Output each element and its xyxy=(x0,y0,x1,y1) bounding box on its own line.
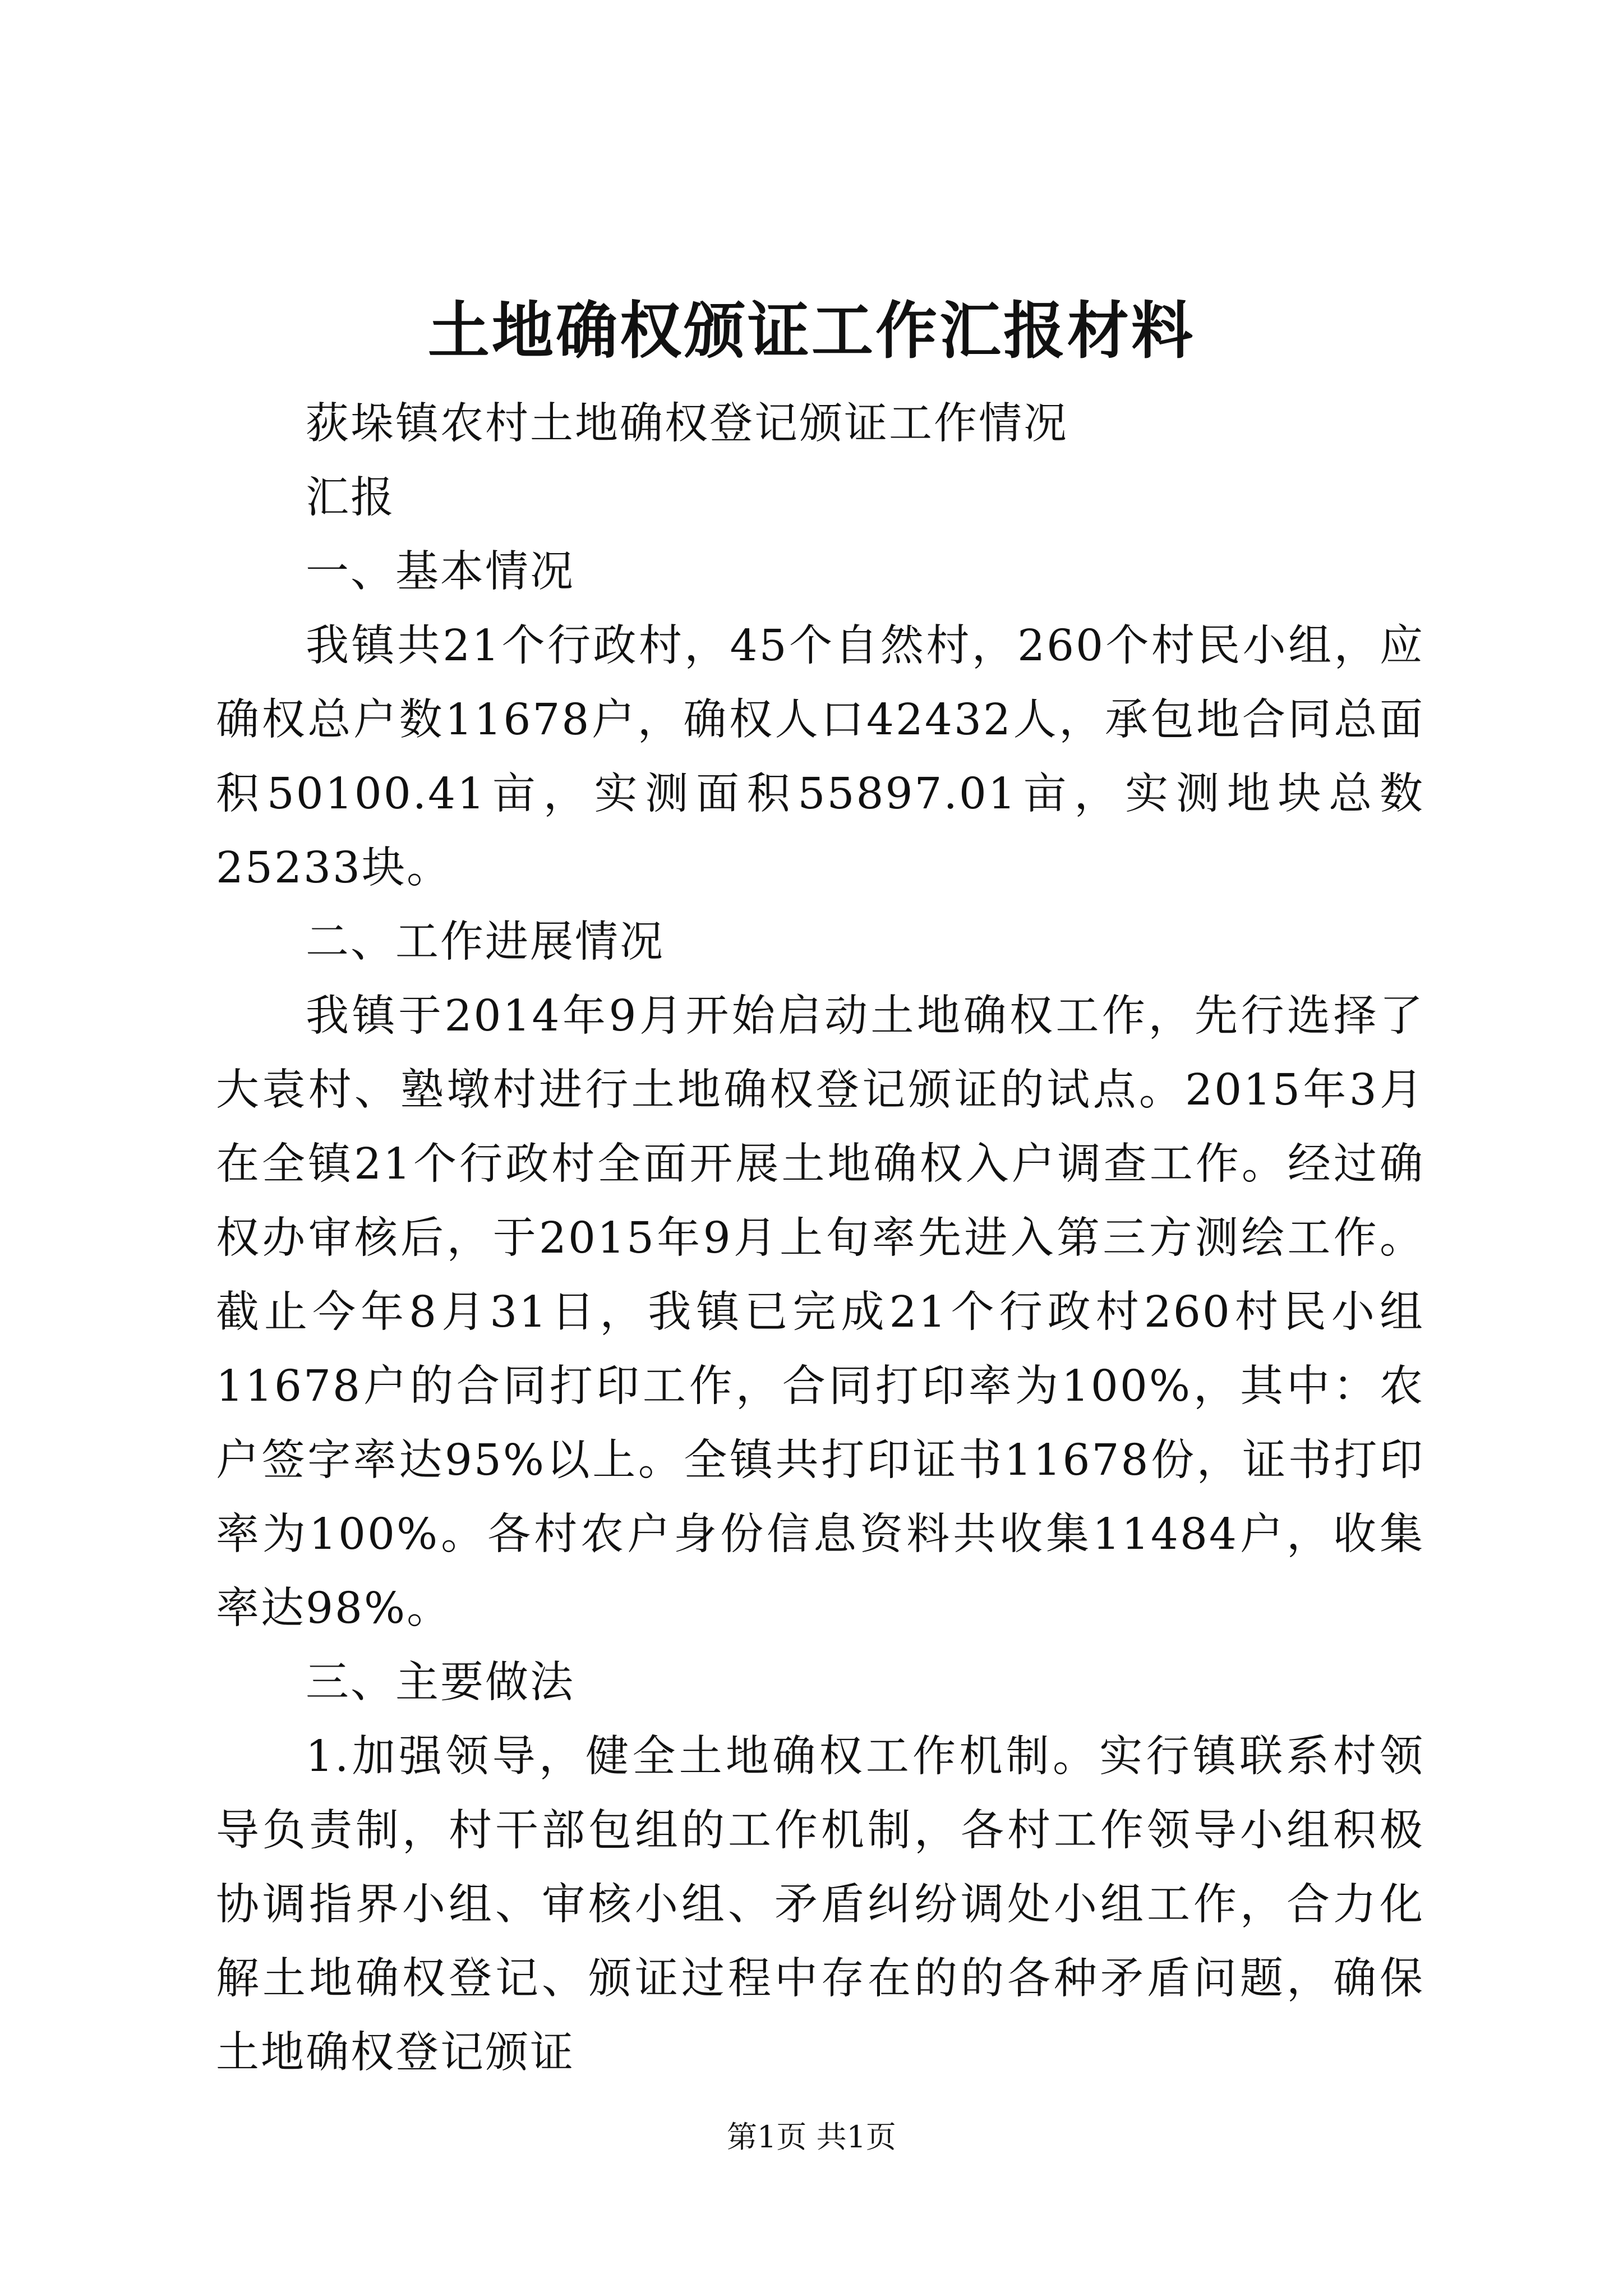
paragraph-report: 汇报 xyxy=(306,473,395,523)
document-body xyxy=(216,387,1424,2090)
section-heading-basic: 一、基本情况 xyxy=(306,547,575,597)
section-heading-progress: 二、工作进展情况 xyxy=(306,917,665,967)
document-title: 土地确权颁证工作汇报材料 xyxy=(428,295,1195,367)
paragraph-method-1: 1.加强领导，健全土地确权工作机制。实行镇联系村领导负责制，村干部包组的工作机制，各村工作领导小组积极协调指界小组、审核小组、矛盾纠纷调处小组工作，合力化解土地确权登记、颁证过程中存在的的各种矛盾问题，确保土地确权登记颁证 xyxy=(216,1732,1424,2078)
paragraph-progress: 我镇于2014年9月开始启动土地确权工作，先行选择了大袁村、塾墩村进行土地确权登记颁证的试点。2015年3月在全镇21个行政村全面开展土地确权入户调查工作。经过确权办审核后，于2015年9月上旬率先进入第三方测绘工作。截止今年8月31日，我镇已完成21个行政村260村民小组11678户的合同打印工作，合同打印率为100%，其中：农户签字率达95%以上。全镇共打印证书11678份，证书打印率为100%。各村农户身份信息资料共收集11484户，收集率达98%。 xyxy=(216,991,1424,1634)
paragraph-basic-info: 我镇共21个行政村，45个自然村，260个村民小组，应确权总户数11678户，确权人口42432人，承包地合同总面积50100.41亩，实测面积55897.01亩，实测地块总数25233块。 xyxy=(216,621,1424,893)
paragraph-subtitle: 荻垛镇农村土地确权登记颁证工作情况 xyxy=(306,399,1068,449)
section-heading-methods: 三、主要做法 xyxy=(306,1658,575,1708)
page-footer: 第1页 共1页 xyxy=(727,2119,896,2155)
